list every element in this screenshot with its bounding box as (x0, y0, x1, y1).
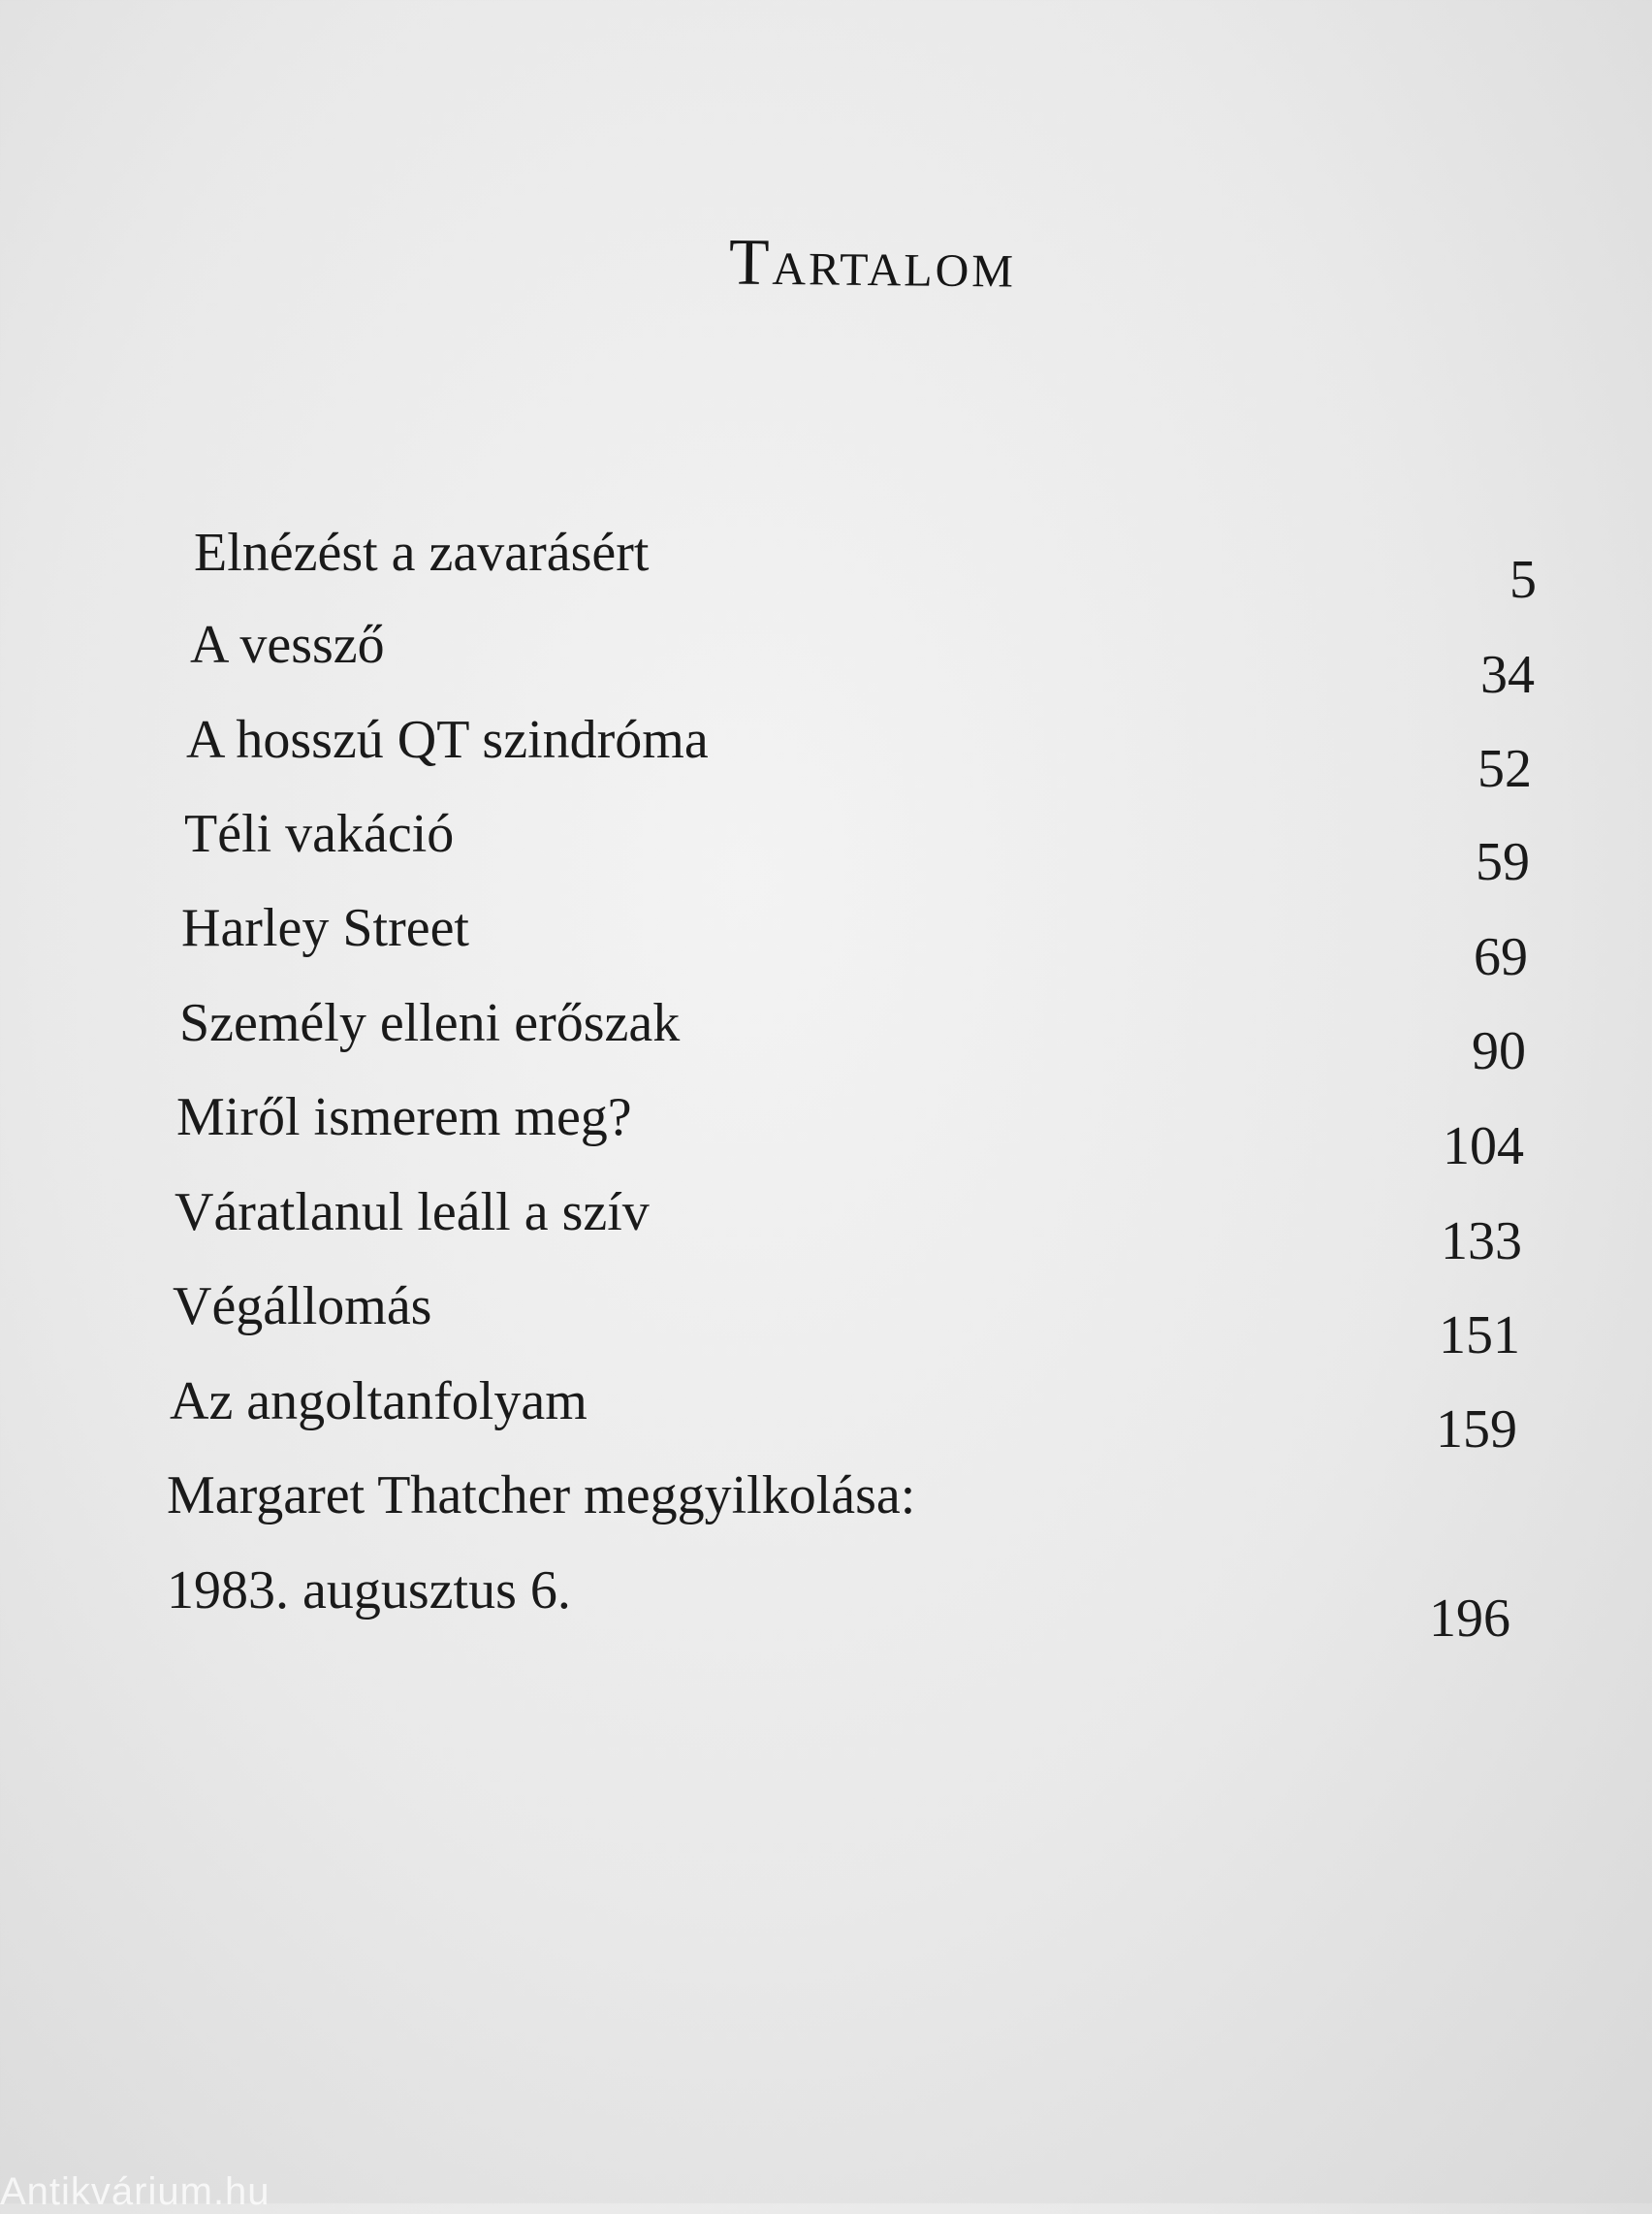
toc-entry-title: Harley Street (181, 898, 469, 958)
toc-entry-title: Személy elleni erőszak (179, 993, 681, 1053)
toc-entry-title: Váratlanul leáll a szív (175, 1182, 650, 1242)
toc-entry-page: 59 (1476, 832, 1530, 892)
toc-entry-title: Miről ismerem meg? (176, 1087, 632, 1147)
toc-entry-title: Téli vakáció (184, 804, 455, 864)
toc-entry-title: Az angoltanfolyam (170, 1371, 588, 1431)
toc-entry-title: Végállomás (173, 1276, 432, 1336)
toc-entry-page: 104 (1443, 1116, 1524, 1176)
toc-entry-title: A hosszú QT szindróma (186, 710, 709, 770)
toc-entry-page: 5 (1509, 550, 1537, 610)
toc-entry-title: 1983. augusztus 6. (167, 1560, 571, 1620)
toc-entry-page: 151 (1439, 1305, 1520, 1365)
toc-entry-page: 34 (1480, 645, 1535, 705)
toc-entry-page: 133 (1441, 1211, 1522, 1271)
toc-entry-title: A vessző (190, 615, 385, 675)
toc-entry-page: 159 (1436, 1399, 1517, 1460)
toc-entry-page: 52 (1477, 739, 1532, 799)
page-title: Tartalom (728, 224, 1017, 302)
toc-entry-page: 196 (1429, 1588, 1510, 1649)
toc-entry-title: Margaret Thatcher meggyilkolása: (167, 1465, 916, 1525)
watermark-logo: Antikvárium.hu (0, 2170, 270, 2213)
toc-entry-page: 90 (1472, 1021, 1526, 1081)
toc-entry-page: 69 (1474, 927, 1528, 987)
toc-entry-title: Elnézést a zavarásért (194, 523, 650, 583)
